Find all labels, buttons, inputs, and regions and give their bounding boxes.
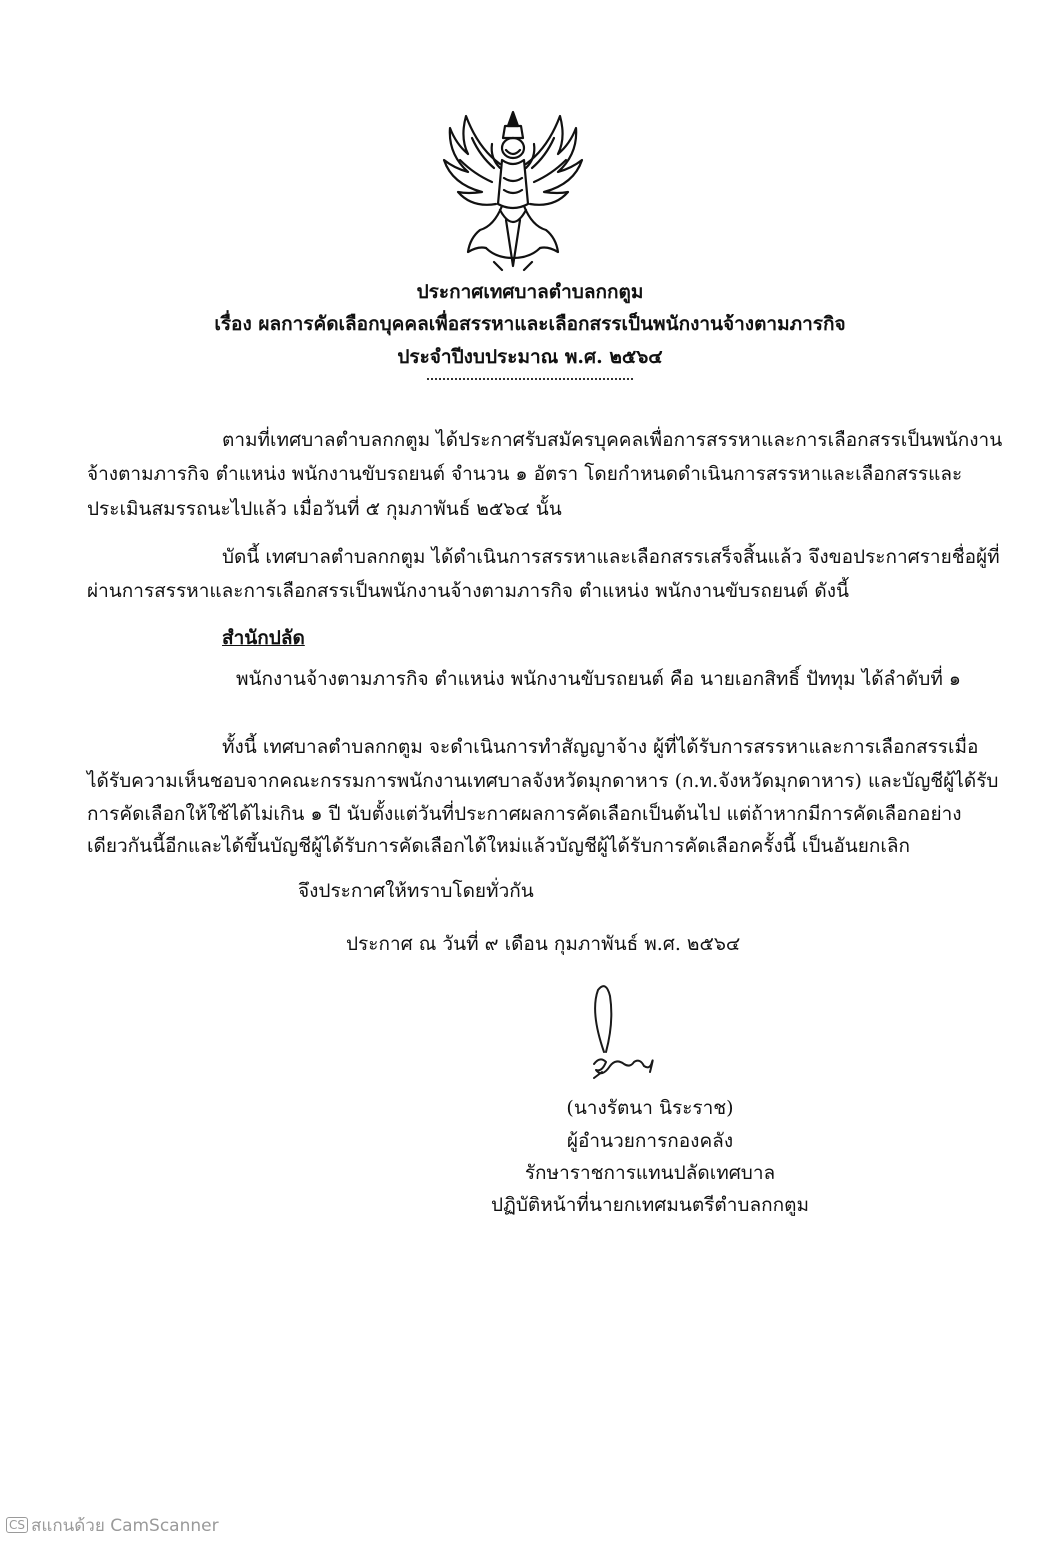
dotted-divider	[427, 378, 633, 380]
para2-line2: ผ่านการสรรหาและการเลือกสรรเป็นพนักงานจ้างตามภารกิจ ตำแหน่ง พนักงานขับรถยนต์ ดังนี้	[87, 580, 849, 602]
camscanner-watermark	[6, 1512, 219, 1539]
result-line: พนักงานจ้างตามภารกิจ ตำแหน่ง พนักงานขับรถยนต์ คือ นายเอกสิทธิ์ ปัททุม ได้ลำดับที่ ๑	[236, 668, 961, 690]
para3-line3: การคัดเลือกให้ใช้ได้ไม่เกิน ๑ ปี นับตั้งแต่วันที่ประกาศผลการคัดเลือกเป็นต้นไป แต่ถ้าหากมีการคัดเลือกอย่าง	[87, 803, 962, 825]
signatory-title: ผู้อำนวยการกองคลัง	[566, 1130, 734, 1152]
garuda-emblem-icon	[438, 108, 588, 273]
fiscal-year-line: ประจำปีงบประมาณ พ.ศ. ๒๕๖๔	[397, 346, 663, 368]
signatory-name: (นางรัตนา นิระราช)	[566, 1097, 734, 1119]
date-line: ประกาศ ณ วันที่ ๙ เดือน กุมภาพันธ์ พ.ศ. ๒๕๖๔	[346, 933, 741, 955]
section-title: สำนักปลัด	[222, 627, 305, 649]
signatory-duty-title: ปฏิบัติหน้าที่นายกเทศมนตรีตำบลกกตูม	[491, 1194, 809, 1216]
para1-line2: จ้างตามภารกิจ ตำแหน่ง พนักงานขับรถยนต์ จำนวน ๑ อัตรา โดยกำหนดดำเนินการสรรหาและเลือกสรรและ	[87, 463, 963, 485]
para1-line1: ตามที่เทศบาลตำบลกกตูม ได้ประกาศรับสมัครบุคคลเพื่อการสรรหาและการเลือกสรรเป็นพนักงาน	[222, 429, 1003, 451]
announcement-title: ประกาศเทศบาลตำบลกกตูม	[416, 281, 644, 303]
handwritten-signature-icon	[580, 982, 670, 1082]
para2-line1: บัดนี้ เทศบาลตำบลกกตูม ได้ดำเนินการสรรหาและเลือกสรรเสร็จสิ้นแล้ว จึงขอประกาศรายชื่อผู้ที่	[222, 546, 1000, 568]
signatory-acting-title: รักษาราชการแทนปลัดเทศบาล	[524, 1162, 776, 1184]
para3-line1: ทั้งนี้ เทศบาลตำบลกกตูม จะดำเนินการทำสัญญาจ้าง ผู้ที่ได้รับการสรรหาและการเลือกสรรเมื่อ	[222, 736, 979, 758]
para3-line4: เดียวกันนี้อีกและได้ขึ้นบัญชีผู้ได้รับการคัดเลือกได้ใหม่แล้วบัญชีผู้ได้รับการคัดเลือกครั้งนี้ เป็นอันยกเลิก	[87, 835, 911, 857]
closing-line: จึงประกาศให้ทราบโดยทั่วกัน	[298, 880, 534, 902]
camscanner-text: สแกนด้วย CamScanner	[31, 1516, 219, 1536]
camscanner-badge-icon: CS	[6, 1517, 28, 1533]
para3-line2: ได้รับความเห็นชอบจากคณะกรรมการพนักงานเทศบาลจังหวัดมุกดาหาร (ก.ท.จังหวัดมุกดาหาร) และบัญชีผู้ได้รับ	[87, 770, 999, 792]
para1-line3: ประเมินสมรรถนะไปแล้ว เมื่อวันที่ ๕ กุมภาพันธ์ ๒๕๖๔ นั้น	[87, 498, 562, 520]
announcement-subject: เรื่อง ผลการคัดเลือกบุคคลเพื่อสรรหาและเลือกสรรเป็นพนักงานจ้างตามภารกิจ	[214, 313, 846, 335]
